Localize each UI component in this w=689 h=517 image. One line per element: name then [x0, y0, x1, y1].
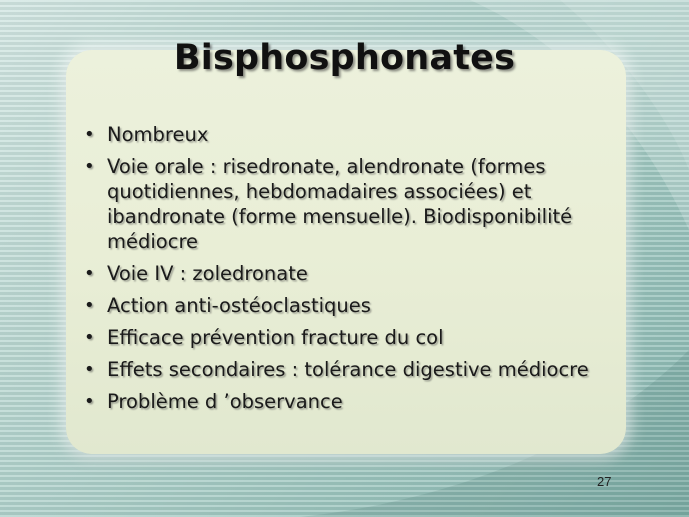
- bullet-text: Problème d ’observance: [107, 390, 343, 413]
- bullet-item: [82, 389, 622, 414]
- bullet-icon: •: [84, 295, 95, 316]
- slide-title: Bisphosphonates: [173, 38, 516, 78]
- bullet-text: Action anti-ostéoclastiques: [107, 294, 371, 317]
- bullet-item: [82, 357, 622, 382]
- bullet-icon: •: [84, 327, 95, 348]
- bullet-icon: •: [84, 263, 95, 284]
- page-number: 27: [597, 474, 612, 489]
- bullet-item: [82, 261, 622, 286]
- bullet-item: [82, 293, 622, 318]
- bullet-item: [82, 325, 622, 350]
- bullet-list: [82, 122, 622, 421]
- bullet-item: [82, 122, 622, 147]
- bullet-text: Effets secondaires : tolérance digestive médiocre: [107, 358, 589, 381]
- bullet-item: [82, 154, 622, 254]
- bullet-text: Voie IV : zoledronate: [107, 262, 308, 285]
- bullet-icon: •: [84, 124, 95, 145]
- bullet-text: Nombreux: [107, 123, 209, 146]
- bullet-icon: •: [84, 156, 95, 177]
- bullet-text: Efficace prévention fracture du col: [107, 326, 444, 349]
- bullet-icon: •: [84, 359, 95, 380]
- bullet-text: Voie orale : risedronate, alendronate (formes quotidiennes, hebdomadaires associées) et ibandronate (forme mensuelle). Biodisponibilité médiocre: [107, 155, 573, 253]
- bullet-icon: •: [84, 391, 95, 412]
